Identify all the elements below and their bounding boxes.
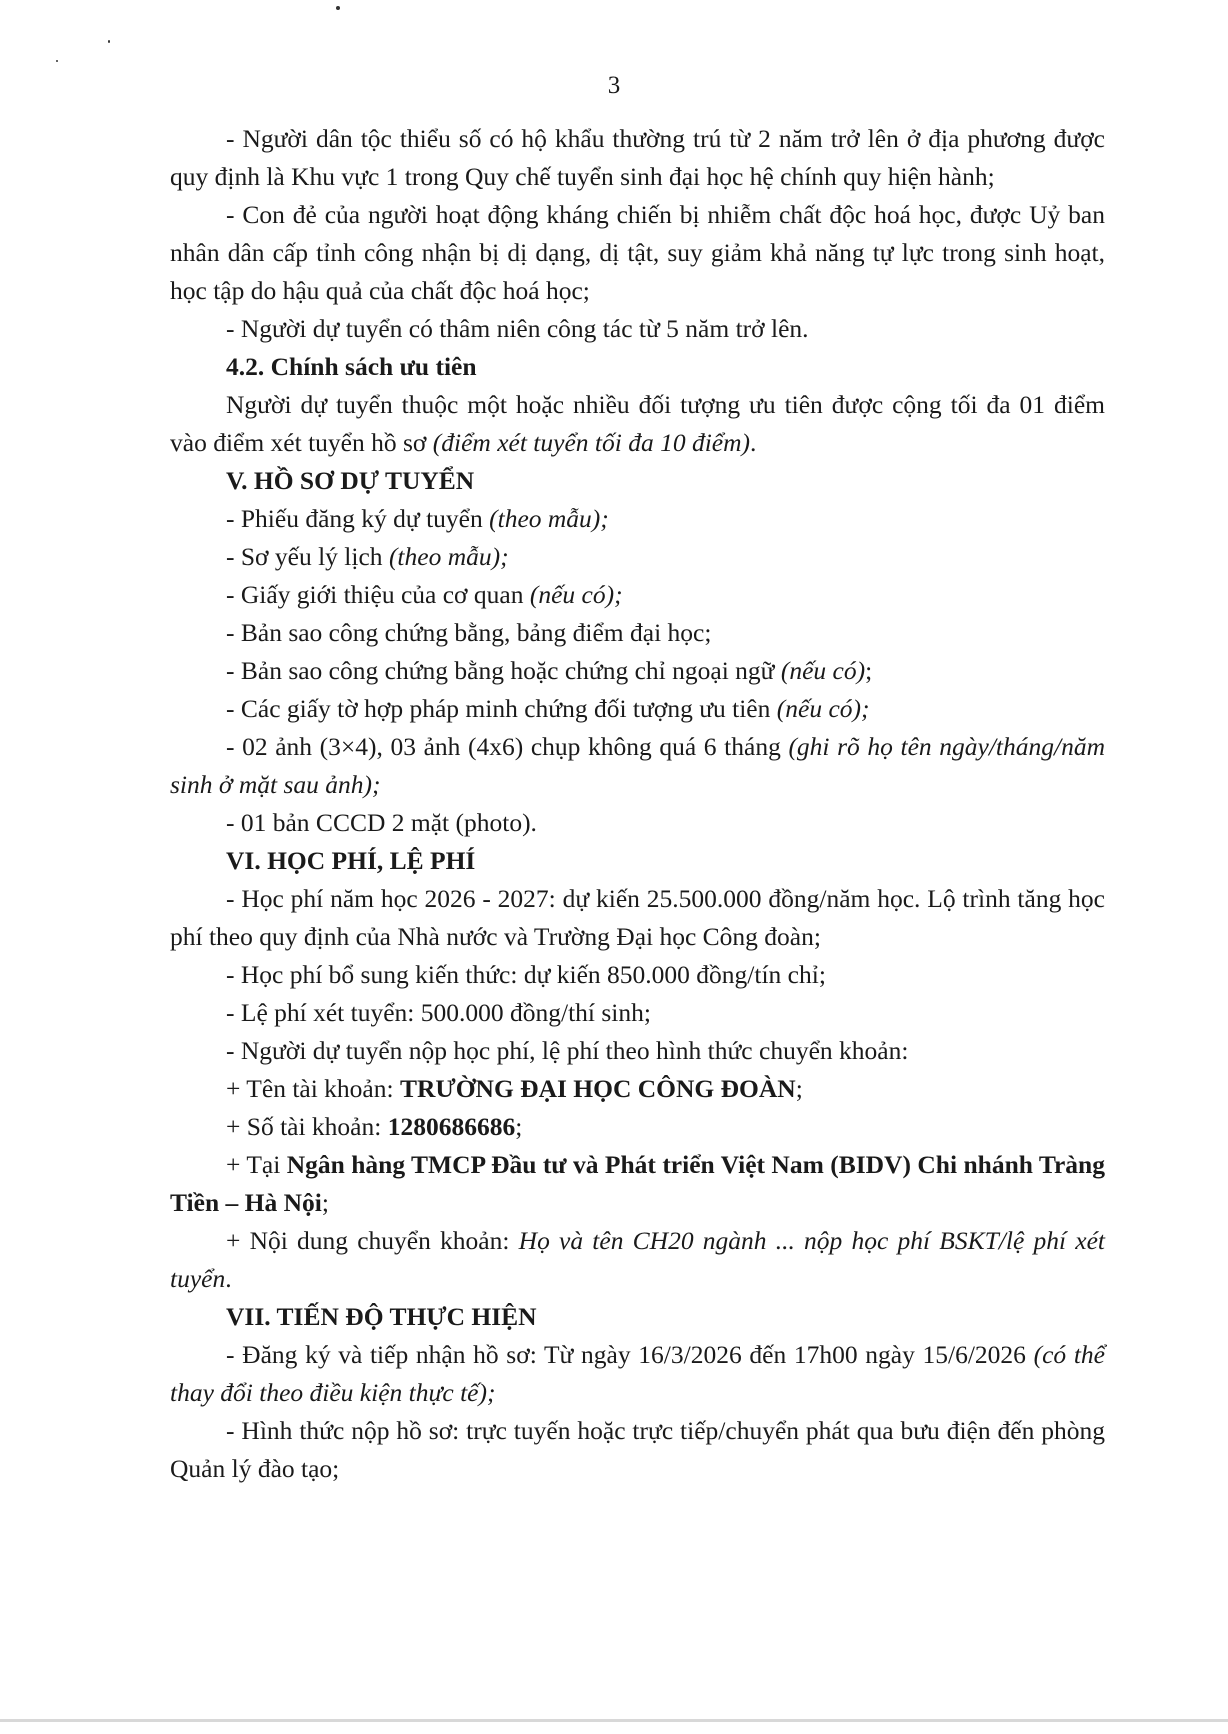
- scan-speck: [108, 40, 110, 43]
- document-body: [170, 120, 1105, 1488]
- list-item: - Giấy giới thiệu của cơ quan (nếu có);: [226, 580, 623, 609]
- list-item: - Đăng ký và tiếp nhận hồ sơ: Từ ngày 16/3/2026 đến 17h00 ngày 15/6/2026 (có thể thay đổi theo điều kiện thực tế);: [170, 1340, 1105, 1407]
- list-item: - Lệ phí xét tuyển: 500.000 đồng/thí sinh;: [226, 998, 651, 1027]
- section-heading: V. HỒ SƠ DỰ TUYỂN: [226, 466, 475, 495]
- list-item: - Người dự tuyển có thâm niên công tác từ 5 năm trở lên.: [226, 314, 809, 343]
- list-item: - Bản sao công chứng bằng, bảng điểm đại học;: [226, 618, 712, 647]
- list-item: - Sơ yếu lý lịch (theo mẫu);: [226, 542, 509, 571]
- list-item: - Bản sao công chứng bằng hoặc chứng chỉ ngoại ngữ (nếu có);: [226, 656, 873, 685]
- account-name-line: + Tên tài khoản: TRƯỜNG ĐẠI HỌC CÔNG ĐOÀN;: [226, 1074, 803, 1103]
- list-item: - Hình thức nộp hồ sơ: trực tuyến hoặc trực tiếp/chuyển phát qua bưu điện đến phòng Quản lý đào tạo;: [170, 1416, 1105, 1483]
- section-heading: VI. HỌC PHÍ, LỆ PHÍ: [226, 846, 476, 875]
- list-item: - 02 ảnh (3×4), 03 ảnh (4x6) chụp không quá 6 tháng (ghi rõ họ tên ngày/tháng/năm sinh ở mặt sau ảnh);: [170, 732, 1106, 799]
- scan-speck: [336, 6, 340, 10]
- bank-line: + Tại Ngân hàng TMCP Đầu tư và Phát triển Việt Nam (BIDV) Chi nhánh Tràng Tiền – Hà Nội;: [170, 1150, 1105, 1217]
- list-item: - Người dân tộc thiểu số có hộ khẩu thường trú từ 2 năm trở lên ở địa phương được quy định là Khu vực 1 trong Quy chế tuyển sinh đại học hệ chính quy hiện hành;: [170, 124, 1105, 191]
- list-item: - Các giấy tờ hợp pháp minh chứng đối tượng ưu tiên (nếu có);: [226, 694, 870, 723]
- list-item: - Học phí bổ sung kiến thức: dự kiến 850.000 đồng/tín chỉ;: [226, 960, 826, 989]
- paragraph: Người dự tuyển thuộc một hoặc nhiều đối tượng ưu tiên được cộng tối đa 01 điểm vào điểm xét tuyển hồ sơ (điểm xét tuyển tối đa 10 điểm).: [170, 390, 1105, 457]
- scan-speck: [56, 60, 58, 62]
- section-heading: 4.2. Chính sách ưu tiên: [226, 352, 477, 381]
- list-item: - Học phí năm học 2026 - 2027: dự kiến 25.500.000 đồng/năm học. Lộ trình tăng học phí theo quy định của Nhà nước và Trường Đại học Công đoàn;: [170, 884, 1105, 951]
- account-number-line: + Số tài khoản: 1280686686;: [226, 1112, 523, 1141]
- list-item: - Con đẻ của người hoạt động kháng chiến bị nhiễm chất độc hoá học, được Uỷ ban nhân dân cấp tỉnh công nhận bị dị dạng, dị tật, suy giảm khả năng tự lực trong sinh hoạt, học tập do hậu quả của chất độc hoá học;: [170, 200, 1105, 305]
- page-number: 3: [607, 72, 621, 99]
- section-heading: VII. TIẾN ĐỘ THỰC HIỆN: [226, 1302, 537, 1331]
- scan-edge: [0, 1719, 1228, 1722]
- transfer-content-line: + Nội dung chuyển khoản: Họ và tên CH20 ngành ... nộp học phí BSKT/lệ phí xét tuyển.: [170, 1226, 1105, 1293]
- list-item: - 01 bản CCCD 2 mặt (photo).: [226, 808, 537, 837]
- list-item: - Phiếu đăng ký dự tuyển (theo mẫu);: [226, 504, 609, 533]
- list-item: - Người dự tuyển nộp học phí, lệ phí theo hình thức chuyển khoản:: [226, 1036, 909, 1065]
